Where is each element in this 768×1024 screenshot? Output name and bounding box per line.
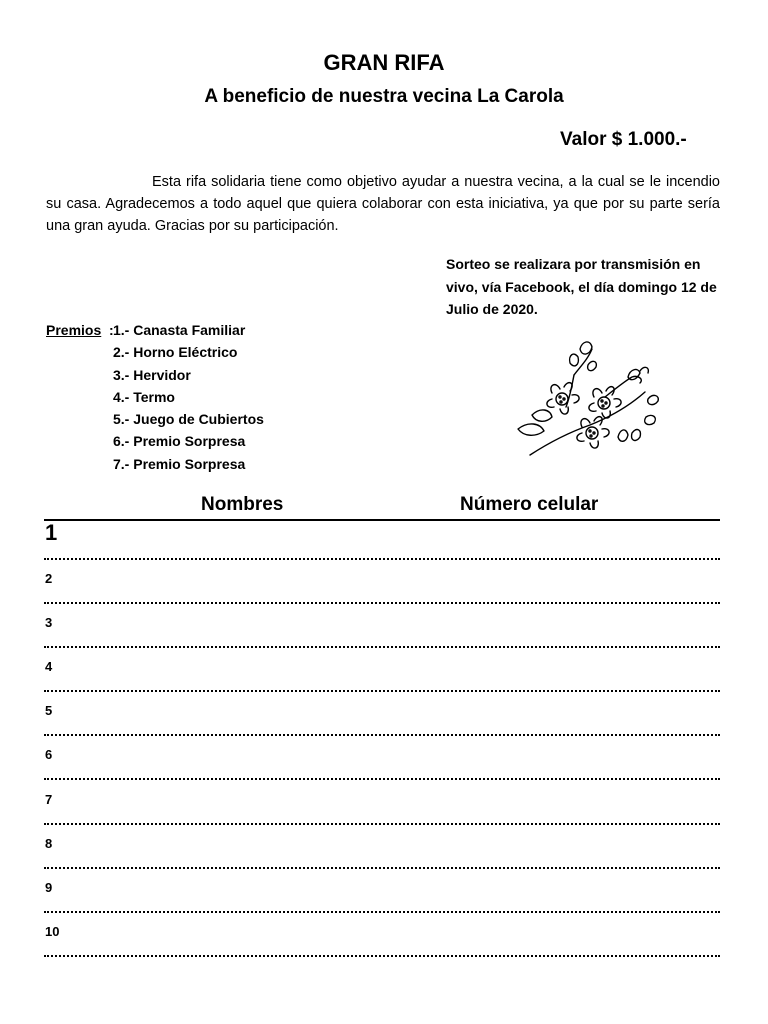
prize-item: 1.- Canasta Familiar [113, 322, 246, 338]
prize-list [113, 319, 264, 475]
row-number: 3 [45, 615, 53, 630]
ticket-price: Valor $ 1.000.- [560, 129, 687, 150]
row-number: 9 [45, 880, 53, 895]
column-header-names: Nombres [201, 494, 284, 515]
entry-line[interactable] [44, 602, 720, 604]
entry-line[interactable] [44, 955, 720, 957]
intro-text: Esta rifa solidaria tiene como objetivo ayudar a nuestra vecina, a la cual se le incendio su casa. Agradecemos a todo aquel que quiera colaborar con esta iniciativa, ya que por su parte sería una gran ayuda. Gracias por su participación. [46, 174, 720, 234]
row-number: 10 [45, 924, 60, 939]
header-rule [44, 519, 720, 521]
row-number: 5 [45, 703, 53, 718]
flower-branch-icon [510, 337, 670, 467]
entry-line[interactable] [44, 646, 720, 648]
entry-line[interactable] [44, 734, 720, 736]
entry-line[interactable] [44, 911, 720, 913]
entry-line[interactable] [44, 867, 720, 869]
intro-paragraph [46, 171, 720, 237]
prizes-label: Premios [46, 322, 102, 338]
entry-line[interactable] [44, 823, 720, 825]
row-number: 7 [45, 792, 53, 807]
prize-item: 3.- Hervidor [113, 366, 191, 383]
prize-item: 7.- Premio Sorpresa [113, 455, 246, 472]
row-number: 4 [45, 659, 53, 674]
row-number: 1 [45, 520, 58, 545]
row-number: 8 [45, 836, 53, 851]
entry-line[interactable] [44, 690, 720, 692]
entry-line[interactable] [44, 558, 720, 560]
prizes-colon: : [109, 322, 114, 338]
page-title: GRAN RIFA [323, 50, 445, 75]
prize-item: 2.- Horno Eléctrico [113, 344, 238, 361]
prize-item: 4.- Termo [113, 388, 175, 405]
prize-item: 6.- Premio Sorpresa [113, 433, 246, 450]
page-subtitle: A beneficio de nuestra vecina La Carola [204, 86, 564, 107]
draw-info: Sorteo se realizara por transmisión en vivo, vía Facebook, el día domingo 12 de Julio de 2020. [446, 256, 717, 317]
entry-line[interactable] [44, 778, 720, 780]
row-number: 2 [45, 571, 53, 586]
prize-item: 5.- Juego de Cubiertos [113, 411, 264, 428]
row-number: 6 [45, 747, 53, 762]
column-header-phone: Número celular [460, 494, 599, 515]
